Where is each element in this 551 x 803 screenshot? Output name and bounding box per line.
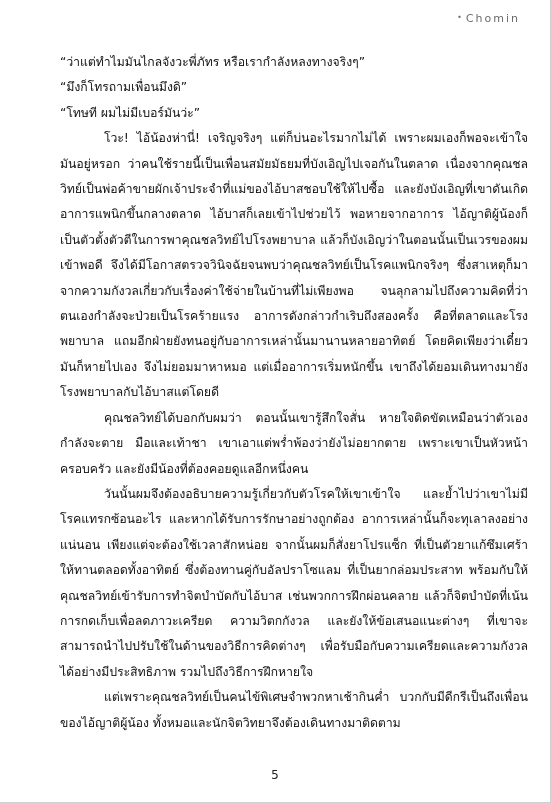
page-number: 5 bbox=[271, 768, 279, 782]
dialogue-line: “มึงก็โทรถามเพื่อนมึงดิ” bbox=[60, 80, 188, 95]
dialogue-line: “โทษที ผมไม่มีเบอร์มันว่ะ” bbox=[60, 105, 201, 120]
running-header bbox=[457, 12, 520, 25]
paragraph: วันนั้นผมจึงต้องอธิบายความรู้เกี่ยวกับตัวโรคให้เขาเข้าใจ และย้ำไปว่าเขาไม่มีโรคแทรกซ้อนอะไร และหากได้รับการรักษาอย่างถูกต้อง อาการเหล่านั้นก็จะทุเลาลงอย่างแน่นอน เพียงแต่จะต้องใช้เวลาสักหน่อย จากนั้นผมก็สั่งยาโปรแซ็ก ที่เป็นตัวยาแก้ซึมเศร้าให้ทานตลอดทั้งอาทิตย์ ซึ่งต้องทานคู่กับอัลปราโซแลม ที่เป็นยากล่อมประสาท พร้อมกับให้คุณชลวิทย์เข้ารับการทำจิตบำบัดกับไอ้บาส เช่นพวกการฝึกผ่อนคลาย แล้วก็จิตบำบัดที่เน้นการกดเก็บเพื่อลดภาวะเครียด ความวิตกกังวล และยังให้ข้อเสนอแนะต่างๆ ที่เขาจะสามารถนำไปปรับใช้ในด้านของวิธีการคิดต่างๆ เพื่อรับมือกับความเครียดและความกังวลได้อย่างมีประสิทธิภาพ รวมไปถึงวิธีการฝึกหายใจ bbox=[60, 486, 528, 679]
paragraph: คุณชลวิทย์ได้บอกกับผมว่า ตอนนั้นเขารู้สึกใจสั่น หายใจติดขัดเหมือนว่าตัวเองกำลังจะตาย มือและเท้าชา เขาเอาแต่พร่ำพ้องว่ายังไม่อยากตาย เพราะเขาเป็นหัวหน้าครอบครัว และยังมีน้องที่ต้องคอยดูแลอีกหนึ่งคน bbox=[60, 410, 528, 476]
dialogue-line: “ว่าแต่ทำไมมันไกลจังวะพี่ภัทร หรือเรากำลังหลงทางจริงๆ” bbox=[60, 55, 366, 69]
paragraph: โวะ! ไอ้น้องห่านี่! เจริญจริงๆ แต่ก็บ่นอะไรมากไม่ได้ เพราะผมเองก็พอจะเข้าใจมันอยู่หรอก ว่าคนใช้รายนี้เป็นเพื่อนสมัยมัธยมที่บังเอิญไปเจอกันในตลาด เนื่องจากคุณชลวิทย์เป็นพ่อค้าขายผักเจ้าประจำที่แม่ของไอ้บาสชอบใช้ให้ไปซื้อ และยังบังเอิญที่เขาดันเกิดอาการแพนิกขึ้นกลางตลาด ไอ้บาสก็เลยเข้าไปช่วยไว้ พอหายจากอาการ ไอ้ญาติผู้น้องก็เป็นตัวตั้งตัวตีในการพาคุณชลวิทย์ไปโรงพยาบาล แล้วก็บังเอิญว่าในตอนนั้นเป็นเวรของผมเข้าพอดี จึงได้มีโอกาสตรวจวินิจฉัยจนพบว่าคุณชลวิทย์เป็นโรคแพนิกจริงๆ ซึ่งสาเหตุก็มาจากความกังวลเกี่ยวกับเรื่องค่าใช้จ่ายในบ้านที่ไม่เพียงพอ จนลุกลามไปถึงความคิดที่ว่าตนเองกำลังจะป่วยเป็นโรคร้ายแรง อาการดังกล่าวกำเริบถึงสองครั้ง คือที่ตลาดและโรงพยาบาล แถมอีกฝ่ายยังทนอยู่กับอาการเหล่านั้นมานานหลายอาทิตย์ โดยคิดเพียงว่าเดี๋ยวมันก็หายไปเอง จึงไม่ยอมมาหาหมอ แต่เมื่ออาการเริ่มหนักขึ้น เขาถึงได้ยอมเดินทางมายังโรงพยาบาลกับไอ้บาสแต่โดยดี bbox=[60, 131, 528, 400]
body-text bbox=[60, 50, 528, 736]
header-title: Chomin bbox=[465, 12, 520, 25]
paragraph: แต่เพราะคุณชลวิทย์เป็นคนไข้พิเศษจำพวกหาเช้ากินค่ำ บวกกับมีดีกรีเป็นถึงเพื่อนของไอ้ญาติผู้น้อง ทั้งหมอและนักจิตวิทยาจึงต้องเดินทางมาติดตาม bbox=[60, 690, 528, 730]
header-bullet: • bbox=[457, 13, 464, 22]
